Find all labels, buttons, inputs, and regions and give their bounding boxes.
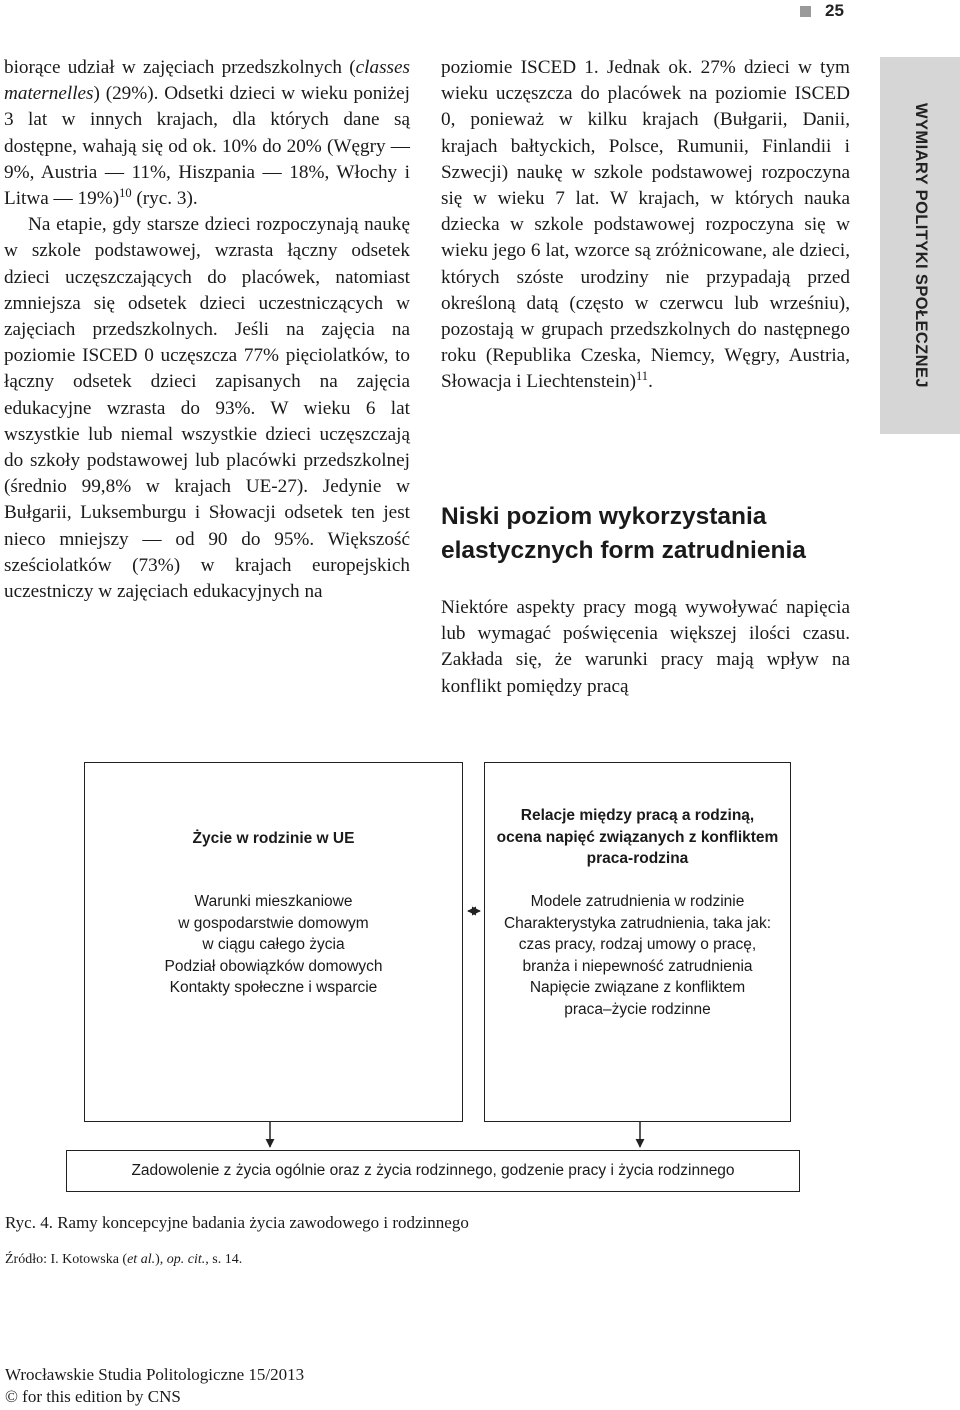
italic-term: classes maternelles (4, 57, 410, 105)
section-heading: Niski poziom wykorzystania elastycznych form zatrudnienia (441, 503, 806, 564)
box-item: Warunki mieszkaniowe (194, 893, 353, 910)
paragraph (441, 55, 850, 396)
header-square-icon (800, 6, 811, 17)
journal-name: Wrocławskie Studia Politologiczne 15/2013 (5, 1365, 305, 1384)
box-title-line: praca-rodzina (586, 850, 689, 867)
figure-box-work-family (484, 762, 791, 1122)
box-items (485, 891, 790, 1020)
page-header (800, 0, 844, 22)
paragraph: Niektóre aspekty pracy mogą wywoływać napięcia lub wymagać poświęcenia większej ilości czasu. Zakłada się, że warunki pracy mają wpływ na konflikt pomiędzy pracą (441, 597, 850, 697)
text-run: ) (29%). Odsetki dzieci w wieku poniżej 3 lat w innych krajach, dla których dane są dostępne, wahają się od ok. 10% do 20% (Węgry — 9%, Austria — 11%, Hiszpania — 18%, Włochy i Litwa — 19%) (4, 83, 410, 210)
text-run: , s. 14. (205, 1252, 243, 1267)
figure-box-satisfaction (66, 1150, 800, 1192)
text-run: (ryc. 3). (131, 188, 198, 210)
footnote-ref: 10 (119, 186, 132, 201)
text-run: poziomie ISCED 1. Jednak ok. 27% dzieci w tym wieku uczęszcza do placówek na poziomie ISCED 0, ponieważ w kilku krajach (Bułgarii, Danii, krajach bałtyckich, Polsce, Rumunii, Finlandii i Szwecji) naukę w szkole podstawowej rozpoczyna się w wieku 7 lat. W krajach, w których nauka dziecka w szkole podstawowej rozpoczyna się w wieku jego 6 lat, wzorce są zróżnicowane, ale dzieci, których szóste urodziny nie przypadają przed określoną datą (często w czerwcu lub wrześniu), pozostają w grupach przedszkolnych do następnego roku (Republika Czeska, Niemcy, Węgry, Austria, Słowacja i Liechtenstein) (441, 57, 850, 393)
italic-term: op. cit. (166, 1252, 206, 1267)
text-run: . (648, 371, 653, 393)
box-items (85, 891, 462, 999)
box-title: Życie w rodzinie w UE (192, 830, 355, 847)
box-item: Modele zatrudnienia w rodzinie (530, 893, 745, 910)
box-title-line: ocena napięć związanych z konfliktem (496, 828, 779, 846)
box-item: branża i niepewność zatrudnienia (522, 957, 753, 975)
box-title: Zadowolenie z życia ogólnie oraz z życia rodzinnego, godzenie pracy i życia rodzinnego (131, 1162, 735, 1179)
text-run: biorące udział w zajęciach przedszkolnych ( (4, 57, 356, 78)
copyright-note: © for this edition by CNS (5, 1387, 181, 1406)
box-title (485, 805, 790, 870)
side-section-tab (880, 57, 960, 434)
paragraph: Na etapie, gdy starsze dzieci rozpoczynają naukę w szkole podstawowej, wzrasta łączny odsetek dzieci uczęszczających do placówek, natomiast zmniejsza się odsetek dzieci uczestniczących w zajęciach przedszkolnych. Jeśli na zajęcia na poziomie ISCED 0 uczęszcza 77% pięciolatków, to łączny odsetek dzieci zapisanych na zajęcia edukacyjne wzrasta do 93%. W wieku 6 lat wszystkie lub niemal wszystkie dzieci uczęszczają do szkoły podstawowej lub placówki przedszkolnej (średnio 99,8% w krajach UE-27). Jedynie w Bułgarii, Luksemburgu i Słowacji odsetek ten jest nieco mniejszy — od 90 do 95%. Większość sześciolatków (73%) w krajach europejskich uczestniczy w zajęciach edukacyjnych na (4, 214, 410, 603)
paragraph (4, 55, 410, 212)
box-item: praca–życie rodzinne (564, 1000, 711, 1018)
box-item: Charakterystyka zatrudnienia, taka jak: (503, 914, 772, 932)
figure-source (5, 1252, 242, 1268)
box-item: czas pracy, rodzaj umowy o pracę, (518, 936, 757, 953)
box-item: Podział obowiązków domowych (164, 957, 383, 975)
box-item: Kontakty społeczne i wsparcie (169, 979, 378, 996)
figure-box-family-life (84, 762, 463, 1122)
left-text-column (4, 55, 410, 605)
text-run: Źródło: I. Kotowska ( (5, 1252, 128, 1267)
box-title-line: Relacje między pracą a rodziną, (520, 807, 755, 824)
italic-term: et al. (127, 1252, 156, 1267)
page-footer (5, 1364, 304, 1408)
box-item: w ciągu całego życia (202, 936, 345, 953)
footnote-ref: 11 (636, 369, 649, 384)
figure-caption: Ryc. 4. Ramy koncepcyjne badania życia zawodowego i rodzinnego (5, 1213, 469, 1232)
text-run: ), (155, 1252, 167, 1267)
right-text-column (441, 55, 850, 396)
right-text-column-continued (441, 595, 850, 700)
box-item: Napięcie związane z konfliktem (529, 979, 746, 996)
box-item: w gospodarstwie domowym (178, 914, 369, 932)
side-tab-label: WYMIARY POLITYKI SPOŁECZNEJ (911, 103, 930, 388)
page-number: 25 (825, 1, 844, 20)
